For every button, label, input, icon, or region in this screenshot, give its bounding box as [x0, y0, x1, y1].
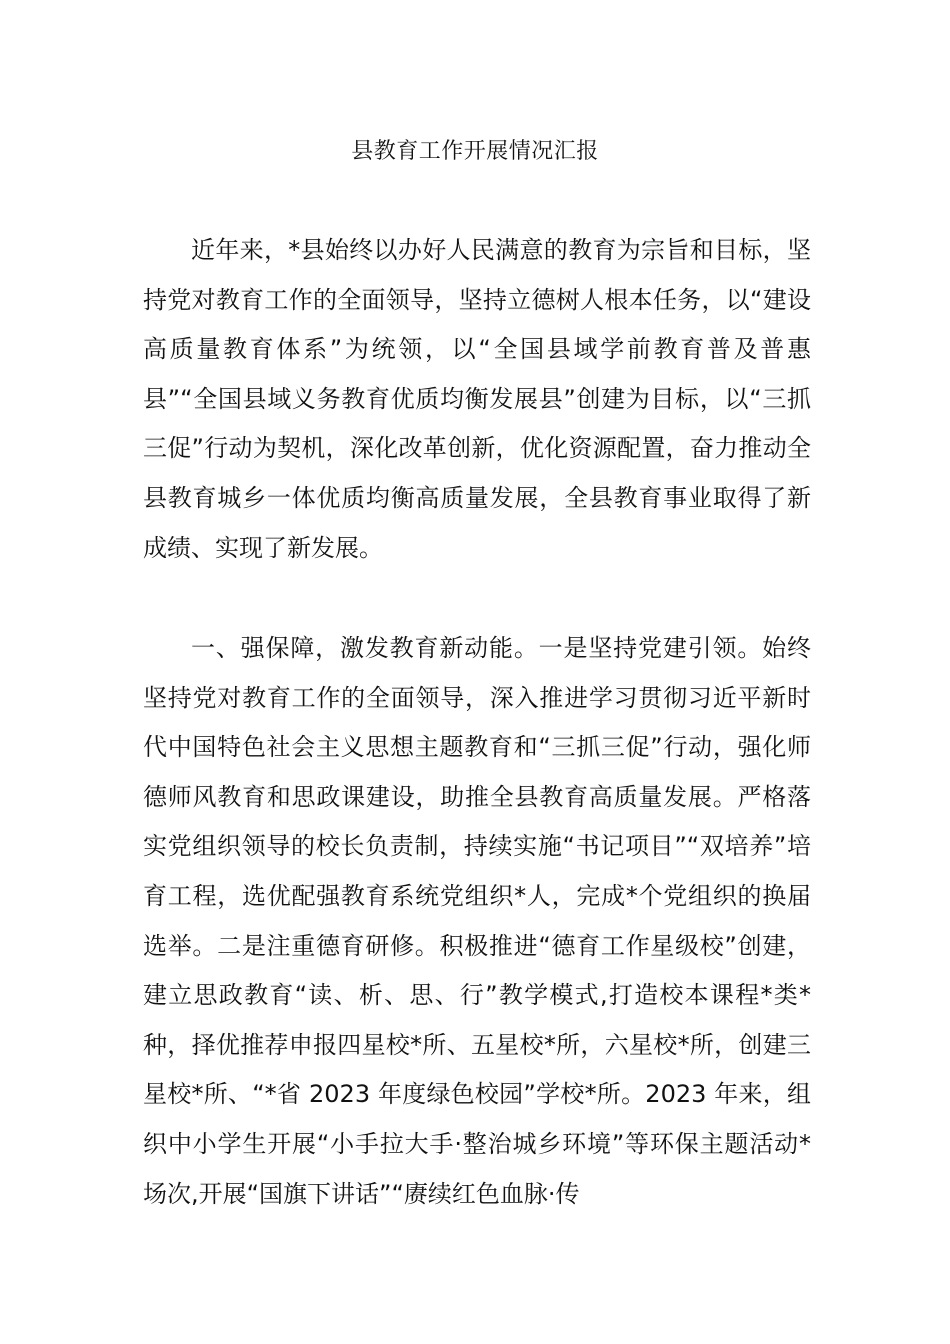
paragraph-section-one: 一、强保障，激发教育新动能。一是坚持党建引领。始终坚持党对教育工作的全面领导，深入推进学习贯彻习近平新时代中国特色社会主义思想主题教育和“三抓三促”行动，强化师德师风教育和思政课建设，助推全县教育高质量发展。严格落实党组织领导的校长负责制，持续实施“书记项目”“双培养”培育工程，选优配强教育系统党组织*人，完成*个党组织的换届选举。二是注重德育研修。积极推进“德育工作星级校”创建，建立思政教育“读、析、思、行”教学模式,打造校本课程*类*种，择优推荐申报四星校*所、五星校*所，六星校*所，创建三星校*所、“*省 2023 年度绿色校园”学校*所。2023 年来，组织中小学生开展“小手拉大手·整治城乡环境”等环保主题活动*场次,开展“国旗下讲话”“赓续红色血脉·传 [143, 634, 811, 1208]
paragraph-intro: 近年来，*县始终以办好人民满意的教育为宗旨和目标，坚持党对教育工作的全面领导，坚持立德树人根本任务，以“建设高质量教育体系”为统领，以“全国县域学前教育普及普惠县”“全国县域义务教育优质均衡发展县”创建为目标，以“三抓三促”行动为契机，深化改革创新，优化资源配置，奋力推动全县教育城乡一体优质均衡高质量发展，全县教育事业取得了新成绩、实现了新发展。 [143, 236, 811, 562]
document-title: 县教育工作开展情况汇报 [351, 139, 599, 164]
